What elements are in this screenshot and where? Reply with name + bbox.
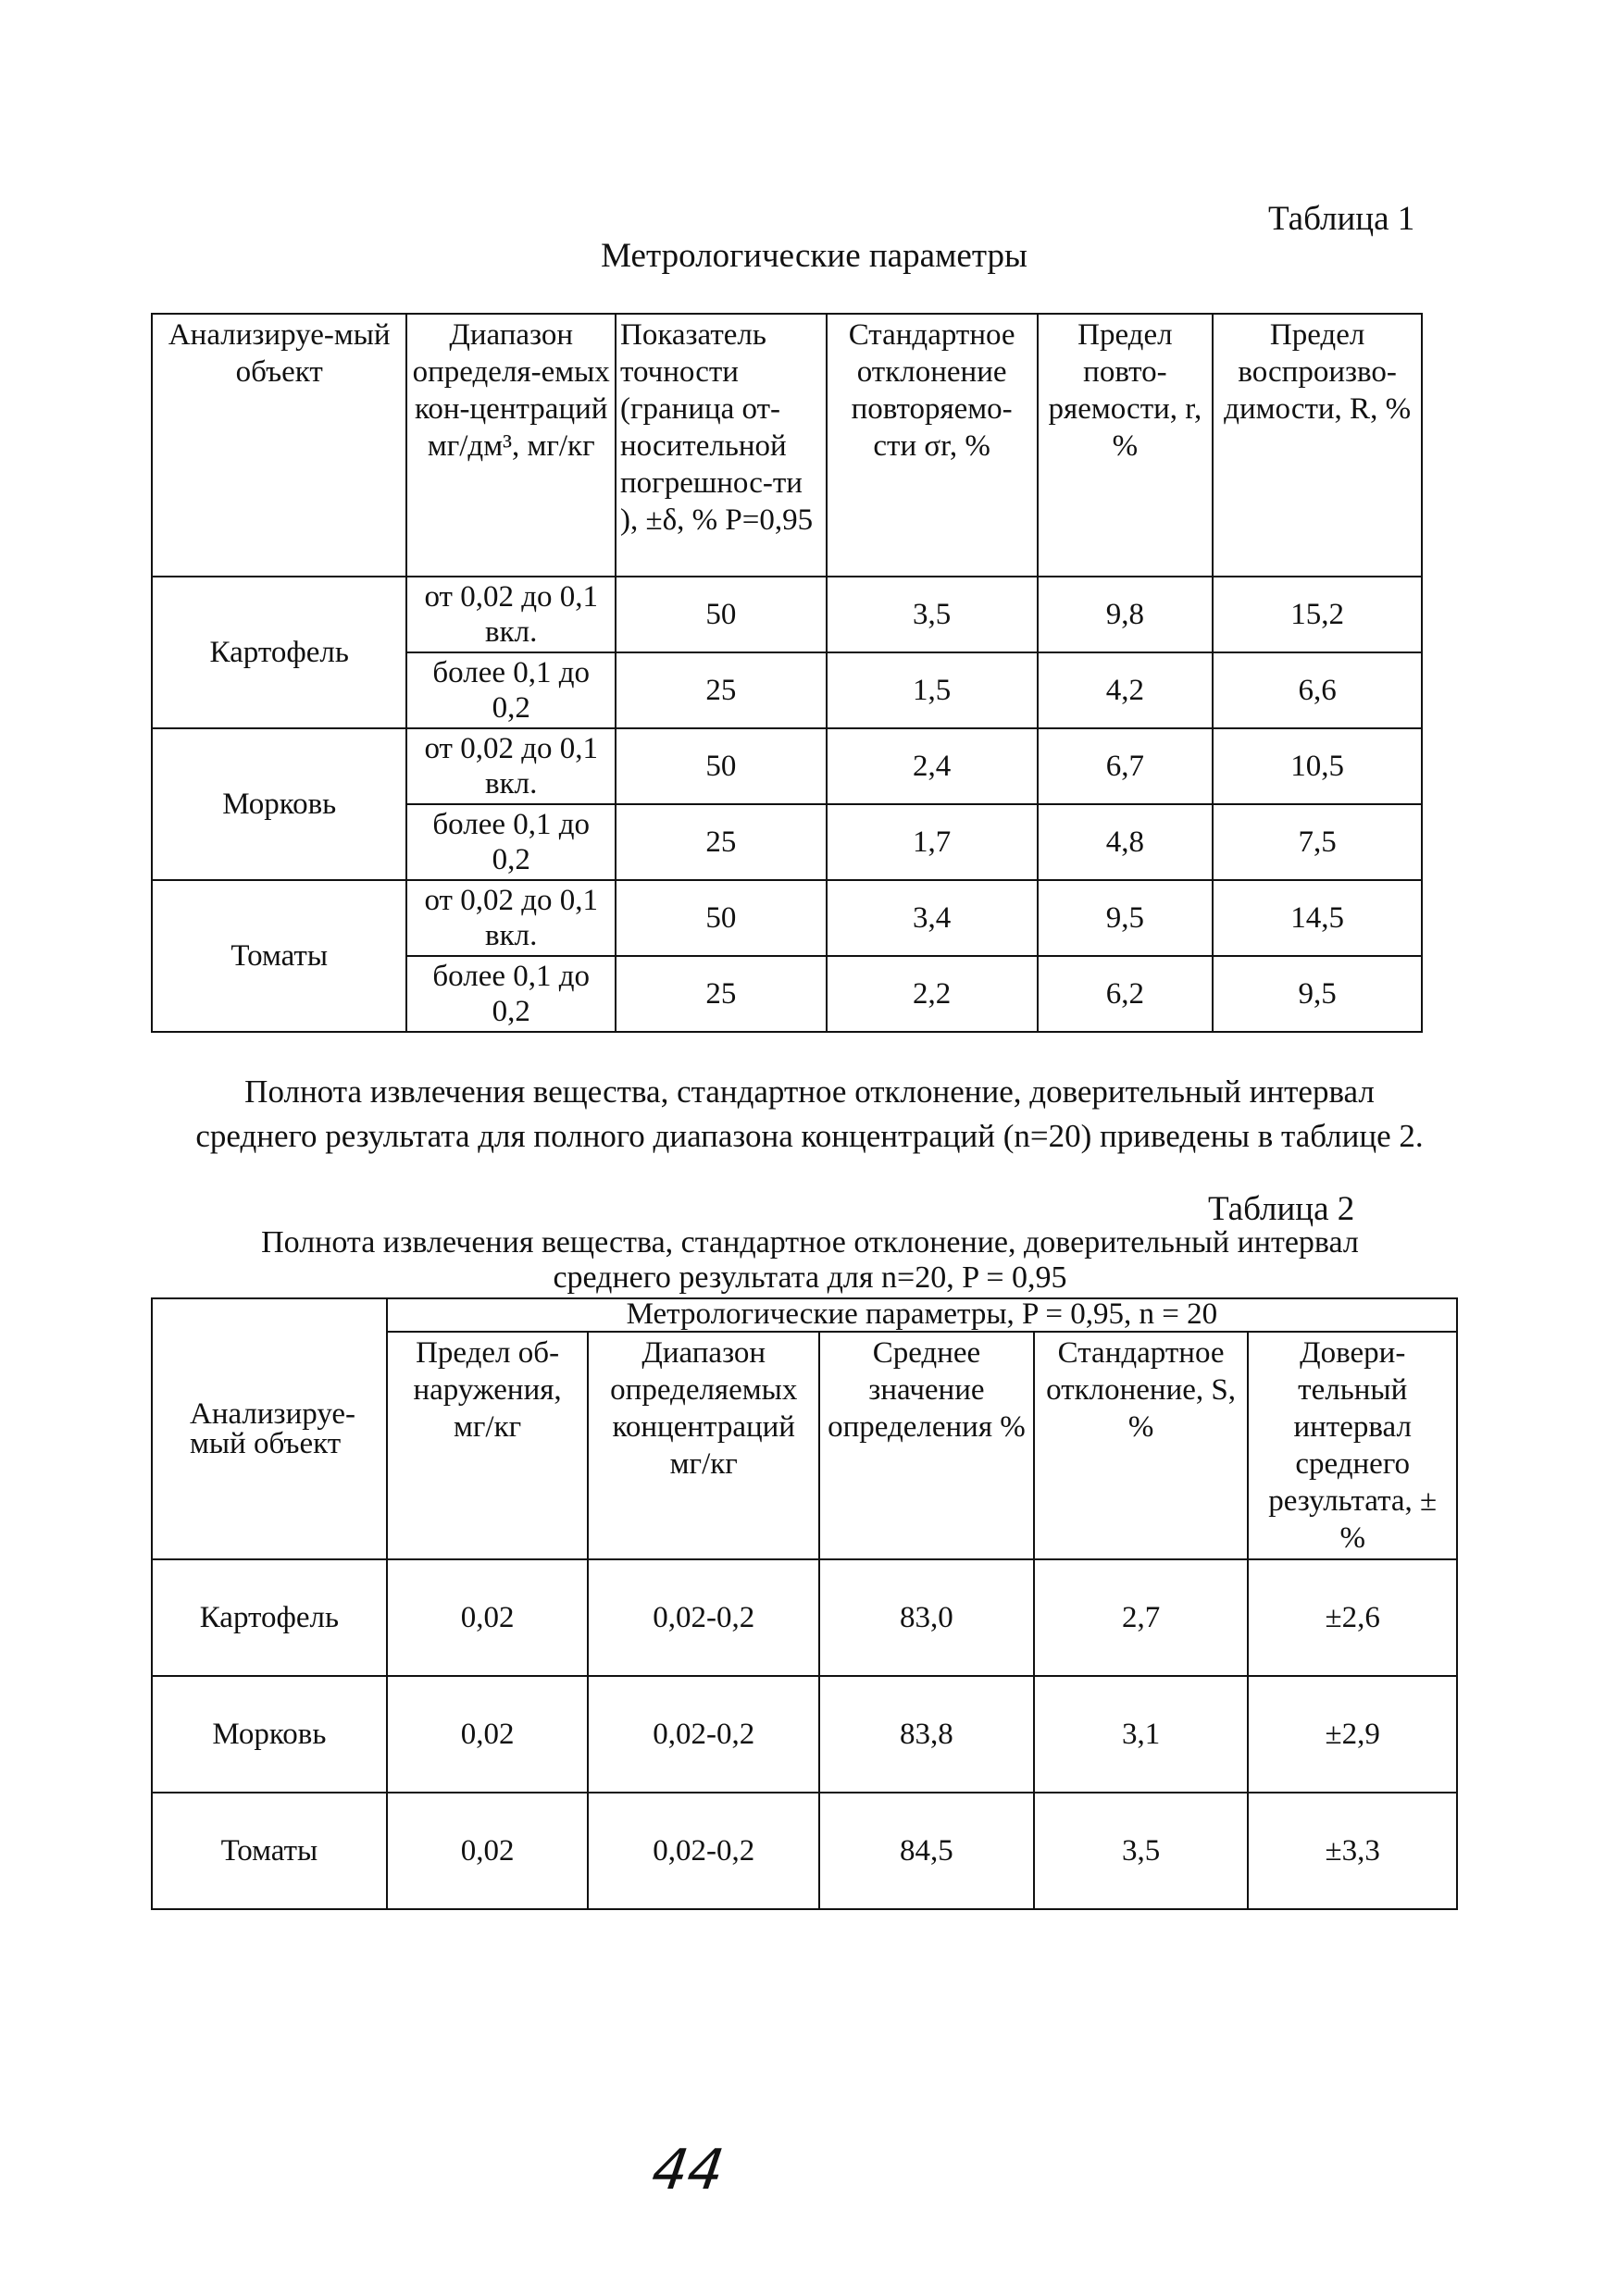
range-cell: более 0,1 до 0,2	[406, 956, 616, 1032]
s-cell: 3,5	[1034, 1793, 1249, 1909]
table1-header-row	[152, 314, 1422, 577]
R-cell: 7,5	[1213, 804, 1422, 880]
metrology-table	[151, 313, 1423, 1033]
sigma-cell: 2,4	[827, 728, 1038, 804]
R-cell: 14,5	[1213, 880, 1422, 956]
sigma-cell: 2,2	[827, 956, 1038, 1032]
r-cell: 4,8	[1038, 804, 1214, 880]
table-row	[152, 1676, 1457, 1793]
r-cell: 9,8	[1038, 577, 1214, 652]
table1-header-object: Анализируе-мый объект	[152, 314, 406, 577]
object-cell: Морковь	[152, 728, 406, 880]
delta-cell: 50	[616, 728, 827, 804]
table-row	[152, 577, 1422, 652]
lod-cell: 0,02	[387, 1559, 589, 1676]
s-cell: 3,1	[1034, 1676, 1249, 1793]
range-cell: 0,02-0,2	[588, 1793, 819, 1909]
sigma-cell: 3,4	[827, 880, 1038, 956]
table1-header-reproducibility: Предел воспроизво-димости, R, %	[1213, 314, 1422, 577]
table1-header-stddev: Стандартное отклонение повторяемо-сти σr, %	[827, 314, 1038, 577]
mean-cell: 83,8	[819, 1676, 1034, 1793]
table1-header-repeatability: Предел повто-ряемости, r, %	[1038, 314, 1214, 577]
table2-group-header-row	[152, 1298, 1457, 1332]
table2-title-line-1: Полнота извлечения вещества, стандартное отклонение, доверительный интервал	[261, 1225, 1359, 1260]
r-cell: 6,2	[1038, 956, 1214, 1032]
delta-cell: 25	[616, 804, 827, 880]
sigma-cell: 1,7	[827, 804, 1038, 880]
table1-header-range: Диапазон определя-емых кон-центраций мг/дм³, мг/кг	[406, 314, 616, 577]
paragraph-line-2: среднего результата для полного диапазона концентраций (n=20) приведены в таблице 2.	[195, 1118, 1424, 1154]
paragraph-line-1: Полнота извлечения вещества, стандартное отклонение, доверительный интервал	[244, 1074, 1375, 1110]
r-cell: 9,5	[1038, 880, 1214, 956]
lod-cell: 0,02	[387, 1793, 589, 1909]
range-cell: 0,02-0,2	[588, 1676, 819, 1793]
table2-title	[185, 1223, 1435, 1297]
table2-label: Таблица 2	[1208, 1190, 1355, 1228]
sigma-cell: 1,5	[827, 652, 1038, 728]
extraction-table	[151, 1297, 1458, 1910]
range-cell: от 0,02 до 0,1 вкл.	[406, 728, 616, 804]
table-row	[152, 1559, 1457, 1676]
ci-cell: ±3,3	[1248, 1793, 1457, 1909]
table2-header-mean: Среднее значение определения %	[819, 1332, 1034, 1559]
delta-cell: 50	[616, 880, 827, 956]
table1-header-accuracy: Показатель точности (граница от-носительной погрешнос-ти ), ±δ, % P=0,95	[616, 314, 827, 577]
r-cell: 6,7	[1038, 728, 1214, 804]
R-cell: 15,2	[1213, 577, 1422, 652]
table-row	[152, 728, 1422, 804]
range-cell: более 0,1 до 0,2	[406, 804, 616, 880]
range-cell: 0,02-0,2	[588, 1559, 819, 1676]
table2-header-range: Диапазон определяемых концентраций мг/кг	[588, 1332, 819, 1559]
mean-cell: 83,0	[819, 1559, 1034, 1676]
table2-header-object: Анализируе-мый объект	[152, 1298, 387, 1559]
r-cell: 4,2	[1038, 652, 1214, 728]
object-cell: Картофель	[152, 1559, 387, 1676]
page-number: 44	[648, 2138, 729, 2203]
delta-cell: 25	[616, 956, 827, 1032]
table-row	[152, 880, 1422, 956]
table2-header-lod: Предел об-наружения, мг/кг	[387, 1332, 589, 1559]
object-cell: Морковь	[152, 1676, 387, 1793]
lod-cell: 0,02	[387, 1676, 589, 1793]
delta-cell: 50	[616, 577, 827, 652]
object-cell: Томаты	[152, 1793, 387, 1909]
range-cell: от 0,02 до 0,1 вкл.	[406, 880, 616, 956]
R-cell: 10,5	[1213, 728, 1422, 804]
ci-cell: ±2,9	[1248, 1676, 1457, 1793]
table2-header-stddev: Стандартное отклонение, S, %	[1034, 1332, 1249, 1559]
object-cell: Картофель	[152, 577, 406, 728]
R-cell: 6,6	[1213, 652, 1422, 728]
range-cell: более 0,1 до 0,2	[406, 652, 616, 728]
table-row	[152, 1793, 1457, 1909]
table2-header-ci: Довери-тельный интервал среднего результата, ± %	[1248, 1332, 1457, 1559]
range-cell: от 0,02 до 0,1 вкл.	[406, 577, 616, 652]
object-cell: Томаты	[152, 880, 406, 1032]
R-cell: 9,5	[1213, 956, 1422, 1032]
table2-header-group: Метрологические параметры, P = 0,95, n = 20	[387, 1298, 1457, 1332]
delta-cell: 25	[616, 652, 827, 728]
table2-title-line-2: среднего результата для n=20, P = 0,95	[553, 1260, 1067, 1295]
table1-label: Таблица 1	[1268, 200, 1415, 238]
table1-title: Метрологические параметры	[601, 237, 1027, 275]
ci-cell: ±2,6	[1248, 1559, 1457, 1676]
s-cell: 2,7	[1034, 1559, 1249, 1676]
sigma-cell: 3,5	[827, 577, 1038, 652]
mean-cell: 84,5	[819, 1793, 1034, 1909]
